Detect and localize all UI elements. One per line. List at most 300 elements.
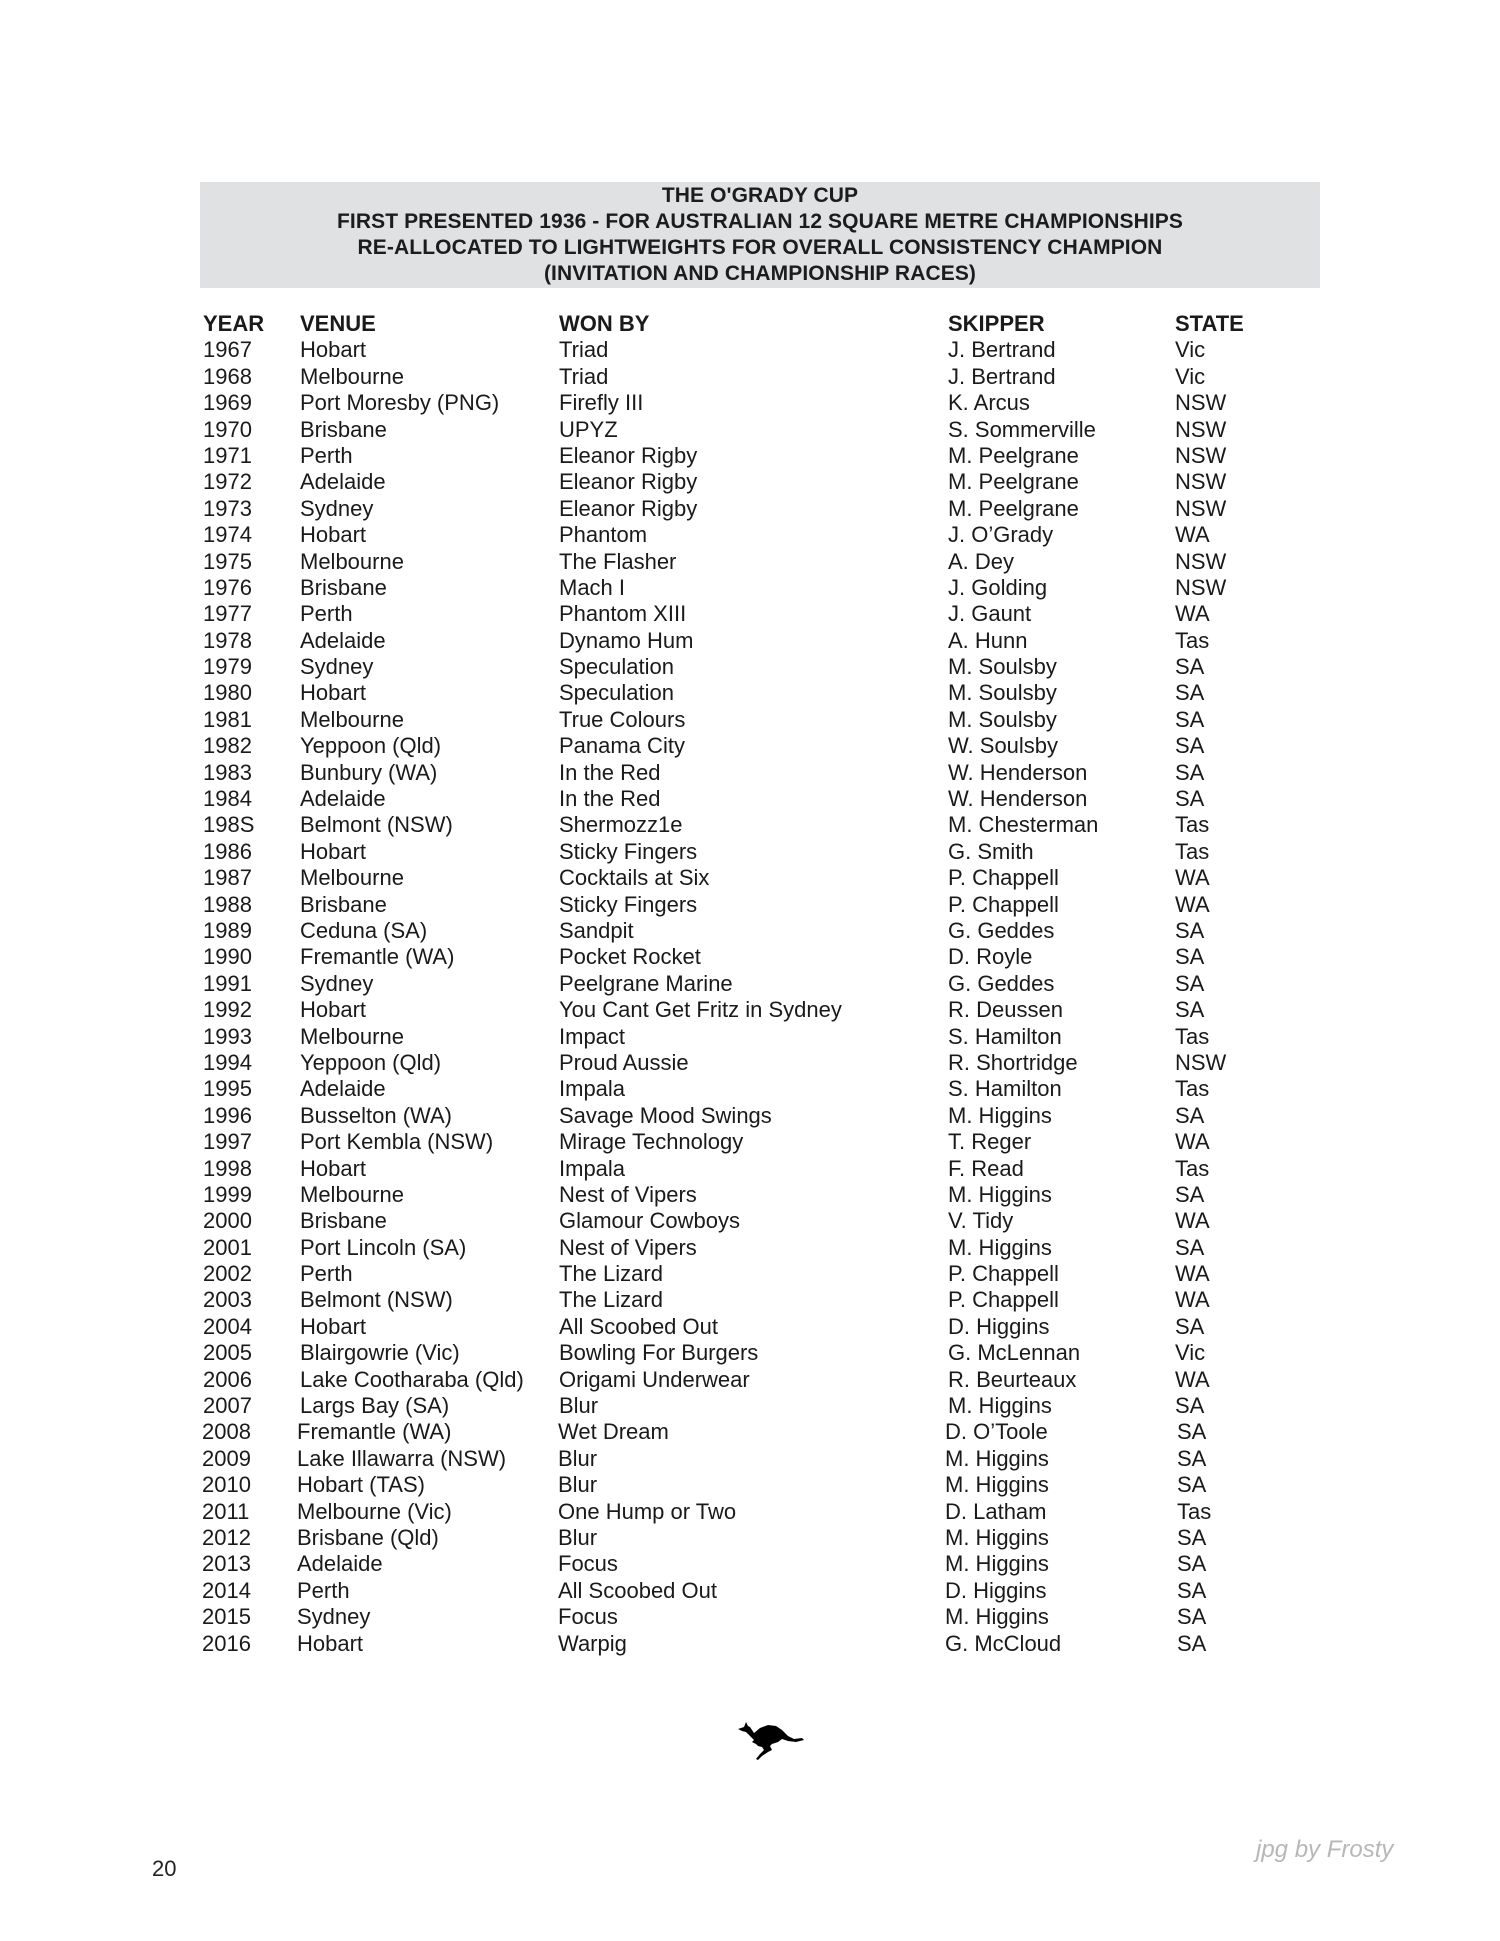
cell-year: 1998 [203,1155,252,1181]
cell-year: 2015 [202,1604,251,1630]
cell-skipper: W. Henderson [948,759,1088,785]
cell-skipper: P. Chappell [948,891,1059,917]
cell-venue: Ceduna (SA) [300,917,428,943]
cell-year: 1993 [203,1023,252,1049]
cell-skipper: J. Bertrand [948,337,1056,363]
cell-state: SA [1175,759,1205,785]
table-row [0,1367,1500,1393]
cell-state: SA [1177,1445,1207,1471]
title-subtitle-3: (INVITATION AND CHAMPIONSHIP RACES) [543,262,977,285]
cell-skipper: G. McCloud [945,1630,1062,1656]
cell-state: SA [1175,1181,1205,1207]
cell-state: NSW [1175,574,1227,600]
cell-skipper: M. Higgins [948,1234,1052,1260]
cell-skipper: J. Bertrand [948,363,1056,389]
cell-won-by: Nest of Vipers [559,1234,697,1260]
cell-venue: Perth [300,601,353,627]
table-row [0,1499,1500,1525]
table-row [0,760,1500,786]
cell-state: WA [1175,601,1210,627]
cell-won-by: All Scoobed Out [558,1577,717,1603]
cell-skipper: S. Hamilton [948,1023,1062,1049]
cell-venue: Busselton (WA) [300,1102,453,1128]
cell-state: SA [1175,1102,1205,1128]
cell-venue: Hobart [300,997,367,1023]
cell-state: WA [1175,1366,1210,1392]
cell-state: Vic [1175,337,1206,363]
cell-year: 1977 [203,601,252,627]
table-row [0,522,1500,548]
cell-won-by: Warpig [558,1630,627,1656]
cell-skipper: A. Dey [948,548,1015,574]
cell-venue: Melbourne [300,363,404,389]
cell-venue: Melbourne [300,1023,404,1049]
cell-venue: Perth [300,442,353,468]
table-row [0,337,1500,363]
header-state: STATE [1175,311,1244,336]
title-banner [200,182,1320,288]
cell-state: NSW [1175,1049,1227,1075]
cell-state: SA [1175,680,1205,706]
cell-year: 1995 [203,1076,252,1102]
cell-won-by: Eleanor Rigby [559,495,698,521]
cell-won-by: Panama City [559,733,685,759]
cell-year: 1994 [203,1049,252,1075]
cell-skipper: M. Higgins [945,1524,1049,1550]
table-row [0,1024,1500,1050]
cell-venue: Melbourne [300,706,404,732]
cell-year: 1968 [203,363,252,389]
cell-state: SA [1177,1630,1207,1656]
cell-state: Tas [1175,1023,1210,1049]
cell-state: Tas [1175,812,1210,838]
cell-venue: Lake Illawarra (NSW) [297,1445,507,1471]
cell-venue: Brisbane [300,574,387,600]
cell-skipper: D. Higgins [948,1313,1050,1339]
table-row [0,469,1500,495]
cell-state: SA [1177,1577,1207,1603]
cell-venue: Hobart [300,522,367,548]
table-row [0,997,1500,1023]
table-row [0,1604,1500,1630]
table-row [0,628,1500,654]
cell-won-by: The Lizard [559,1287,663,1313]
cell-won-by: Mirage Technology [559,1129,744,1155]
cell-won-by: The Lizard [559,1261,663,1287]
cell-venue: Sydney [300,495,374,521]
header-won-by: WON BY [559,311,650,336]
table-row [0,1208,1500,1234]
cell-won-by: Dynamo Hum [559,627,694,653]
cell-won-by: Focus [558,1551,618,1577]
cell-year: 1983 [203,759,252,785]
cell-won-by: In the Red [559,759,661,785]
cell-state: SA [1175,733,1205,759]
table-row [0,1287,1500,1313]
cell-venue: Lake Cootharaba (Qld) [300,1366,524,1392]
cell-state: Tas [1175,627,1210,653]
cell-skipper: J. O’Grady [948,522,1054,548]
table-row [0,601,1500,627]
cell-skipper: A. Hunn [948,627,1028,653]
cell-won-by: Nest of Vipers [559,1181,697,1207]
kangaroo-icon [736,1720,806,1764]
cell-year: 2012 [202,1524,251,1550]
table-row [0,1076,1500,1102]
cell-year: 2010 [202,1472,251,1498]
cell-won-by: Sandpit [559,917,634,943]
cell-venue: Port Lincoln (SA) [300,1234,467,1260]
cell-won-by: Sticky Fingers [559,838,698,864]
cell-won-by: Blur [558,1524,598,1550]
cell-venue: Adelaide [300,469,386,495]
cell-won-by: Blur [558,1445,598,1471]
table-row [0,654,1500,680]
cell-skipper: D. Higgins [945,1577,1047,1603]
cell-year: 2006 [203,1366,252,1392]
table-row [0,1050,1500,1076]
cell-state: WA [1175,1287,1210,1313]
cell-year: 1969 [203,390,252,416]
cell-won-by: Phantom XIII [559,601,687,627]
cell-skipper: M. Soulsby [948,706,1057,732]
cell-year: 2000 [203,1208,252,1234]
cell-venue: Hobart [297,1630,364,1656]
cell-year: 1992 [203,997,252,1023]
cell-state: Tas [1175,1076,1210,1102]
cell-state: NSW [1175,469,1227,495]
cell-state: SA [1175,654,1205,680]
header-year: YEAR [203,311,265,336]
cell-skipper: M. Higgins [948,1393,1052,1419]
cell-venue: Belmont (NSW) [300,812,453,838]
table-row [0,707,1500,733]
cell-won-by: Peelgrane Marine [559,970,733,996]
table-row [0,1235,1500,1261]
cell-skipper: P. Chappell [948,1261,1059,1287]
cell-year: 1986 [203,838,252,864]
cell-venue: Adelaide [300,1076,386,1102]
cell-venue: Hobart [300,1313,367,1339]
cell-skipper: D. Latham [945,1498,1047,1524]
table-header-row [0,311,1500,337]
cell-venue: Brisbane (Qld) [297,1524,439,1550]
cell-year: 2008 [202,1419,251,1445]
cell-year: 2005 [203,1340,252,1366]
cell-skipper: M. Peelgrane [948,469,1079,495]
cell-won-by: Speculation [559,654,674,680]
cell-won-by: Impala [559,1155,626,1181]
cell-state: NSW [1175,442,1227,468]
table-row [0,1419,1500,1445]
cell-state: WA [1175,1208,1210,1234]
cell-venue: Sydney [300,654,374,680]
cell-skipper: D. O’Toole [945,1419,1048,1445]
cell-won-by: Blur [558,1472,598,1498]
table-row [0,364,1500,390]
watermark: jpg by Frosty [1256,1836,1394,1863]
table-row [0,1472,1500,1498]
cell-skipper: J. Gaunt [948,601,1032,627]
cell-skipper: M. Peelgrane [948,495,1079,521]
cell-won-by: Eleanor Rigby [559,469,698,495]
cell-state: Tas [1177,1498,1212,1524]
cell-venue: Brisbane [300,1208,387,1234]
table-row [0,1314,1500,1340]
cell-year: 1975 [203,548,252,574]
cell-skipper: S. Hamilton [948,1076,1062,1102]
cell-skipper: R. Deussen [948,997,1063,1023]
cell-year: 1987 [203,865,252,891]
cell-state: Vic [1175,363,1206,389]
cell-won-by: Savage Mood Swings [559,1102,772,1128]
cell-skipper: W. Soulsby [948,733,1059,759]
table-row [0,1103,1500,1129]
cell-skipper: G. Smith [948,838,1034,864]
cell-year: 1980 [203,680,252,706]
cell-venue: Hobart (TAS) [297,1472,425,1498]
cell-skipper: M. Soulsby [948,654,1057,680]
title-subtitle-1: FIRST PRESENTED 1936 - FOR AUSTRALIAN 12 SQUARE METRE CHAMPIONSHIPS [336,210,1184,233]
cell-won-by: One Hump or Two [558,1498,737,1524]
table-row [0,733,1500,759]
cell-skipper: J. Golding [948,574,1048,600]
cell-won-by: Impala [559,1076,626,1102]
cell-won-by: True Colours [559,706,686,732]
cell-won-by: Bowling For Burgers [559,1340,759,1366]
cell-year: 2013 [202,1551,251,1577]
cell-venue: Brisbane [300,416,387,442]
cell-venue: Hobart [300,838,367,864]
cell-venue: Yeppoon (Qld) [300,733,442,759]
cell-state: SA [1175,1313,1205,1339]
cell-won-by: Firefly III [559,390,644,416]
cell-venue: Perth [297,1577,350,1603]
cell-venue: Hobart [300,1155,367,1181]
cell-skipper: T. Reger [948,1129,1032,1155]
cell-skipper: D. Royle [948,944,1033,970]
table-row [0,1129,1500,1155]
cell-won-by: The Flasher [559,548,677,574]
cell-venue: Adelaide [300,786,386,812]
cell-year: 1970 [203,416,252,442]
cell-skipper: M. Higgins [945,1604,1049,1630]
table-row [0,786,1500,812]
results-table [0,311,1500,1657]
cell-won-by: All Scoobed Out [559,1313,718,1339]
cell-won-by: Speculation [559,680,674,706]
cell-skipper: M. Higgins [945,1551,1049,1577]
cell-state: SA [1177,1524,1207,1550]
cell-skipper: F. Read [948,1155,1024,1181]
cell-venue: Brisbane [300,891,387,917]
table-row [0,944,1500,970]
cell-venue: Largs Bay (SA) [300,1393,450,1419]
cell-skipper: S. Sommerville [948,416,1096,442]
table-row [0,417,1500,443]
cell-won-by: Proud Aussie [559,1049,689,1075]
cell-year: 1988 [203,891,252,917]
cell-skipper: M. Soulsby [948,680,1057,706]
cell-skipper: P. Chappell [948,1287,1059,1313]
cell-won-by: Impact [559,1023,626,1049]
cell-state: SA [1175,706,1205,732]
cell-year: 1991 [203,970,252,996]
cell-won-by: Glamour Cowboys [559,1208,740,1234]
cell-state: SA [1175,1393,1205,1419]
cell-won-by: Origami Underwear [559,1366,750,1392]
cell-year: 1997 [203,1129,252,1155]
cell-year: 2001 [203,1234,252,1260]
cell-venue: Hobart [300,680,367,706]
cell-year: 1981 [203,706,252,732]
cell-won-by: Phantom [559,522,648,548]
cell-state: SA [1177,1472,1207,1498]
cell-year: 1971 [203,442,252,468]
cell-won-by: Pocket Rocket [559,944,701,970]
cell-skipper: M. Higgins [945,1445,1049,1471]
table-row [0,1261,1500,1287]
table-row [0,839,1500,865]
title-subtitle-2: RE-ALLOCATED TO LIGHTWEIGHTS FOR OVERALL CONSISTENCY CHAMPION [357,236,1163,259]
table-row [0,1182,1500,1208]
cell-state: WA [1175,1261,1210,1287]
cell-skipper: R. Beurteaux [948,1366,1077,1392]
table-row [0,971,1500,997]
cell-won-by: Wet Dream [558,1419,669,1445]
cell-venue: Perth [300,1261,353,1287]
cell-skipper: M. Peelgrane [948,442,1079,468]
cell-state: SA [1175,970,1205,996]
cell-won-by: Cocktails at Six [559,865,710,891]
table-row [0,1340,1500,1366]
cell-won-by: Focus [558,1604,618,1630]
cell-won-by: Mach I [559,574,626,600]
table-row [0,496,1500,522]
cell-state: SA [1175,997,1205,1023]
cell-year: 2007 [203,1393,252,1419]
cell-state: SA [1175,944,1205,970]
table-row [0,1578,1500,1604]
cell-skipper: K. Arcus [948,390,1030,416]
cell-year: 1978 [203,627,252,653]
cell-state: SA [1175,1234,1205,1260]
table-row [0,390,1500,416]
table-row [0,1631,1500,1657]
cell-state: WA [1175,891,1210,917]
cell-year: 1990 [203,944,252,970]
cell-venue: Sydney [300,970,374,996]
cell-state: WA [1175,522,1210,548]
cell-year: 2003 [203,1287,252,1313]
page-number: 20 [152,1856,177,1881]
cell-venue: Melbourne (Vic) [297,1498,452,1524]
cell-year: 2002 [203,1261,252,1287]
cell-state: SA [1177,1604,1207,1630]
header-venue: VENUE [300,311,376,336]
cell-won-by: Triad [559,363,609,389]
table-row [0,575,1500,601]
cell-skipper: M. Higgins [945,1472,1049,1498]
cell-year: 1999 [203,1181,252,1207]
cell-venue: Melbourne [300,865,404,891]
cell-state: NSW [1175,390,1227,416]
table-row [0,865,1500,891]
table-row [0,1446,1500,1472]
table-row [0,1551,1500,1577]
cell-venue: Belmont (NSW) [300,1287,453,1313]
cell-won-by: You Cant Get Fritz in Sydney [559,997,842,1023]
cell-skipper: R. Shortridge [948,1049,1078,1075]
cell-year: 2011 [202,1498,250,1524]
cell-year: 1976 [203,574,252,600]
cell-won-by: Blur [559,1393,599,1419]
table-row [0,918,1500,944]
cell-venue: Sydney [297,1604,371,1630]
cell-venue: Port Moresby (PNG) [300,390,500,416]
table-row [0,1156,1500,1182]
cell-state: WA [1175,1129,1210,1155]
cell-venue: Bunbury (WA) [300,759,438,785]
cell-skipper: G. Geddes [948,970,1055,996]
cell-year: 1974 [203,522,252,548]
cell-state: SA [1177,1419,1207,1445]
cell-skipper: M. Higgins [948,1102,1052,1128]
cell-year: 1982 [203,733,252,759]
table-body [0,337,1500,1657]
table-row [0,1393,1500,1419]
table-row [0,1525,1500,1551]
cell-year: 1972 [203,469,252,495]
cell-won-by: In the Red [559,786,661,812]
cell-year: 2014 [202,1577,251,1603]
table-row [0,549,1500,575]
cell-year: 2009 [202,1445,251,1471]
cell-skipper: V. Tidy [948,1208,1014,1234]
cell-state: Vic [1175,1340,1206,1366]
cell-venue: Port Kembla (NSW) [300,1129,494,1155]
cell-state: Tas [1175,838,1210,864]
cell-skipper: G. McLennan [948,1340,1081,1366]
cell-skipper: M. Higgins [948,1181,1052,1207]
cell-won-by: Triad [559,337,609,363]
cell-state: SA [1177,1551,1207,1577]
header-skipper: SKIPPER [948,311,1045,336]
cell-won-by: Eleanor Rigby [559,442,698,468]
cell-year: 1996 [203,1102,252,1128]
cell-state: Tas [1175,1155,1210,1181]
cell-year: 2016 [202,1630,251,1656]
cell-state: SA [1175,917,1205,943]
cell-skipper: W. Henderson [948,786,1088,812]
cell-skipper: G. Geddes [948,917,1055,943]
cell-state: WA [1175,865,1210,891]
table-row [0,443,1500,469]
cell-year: 1979 [203,654,252,680]
cell-year: 198S [203,812,255,838]
cell-year: 1989 [203,917,252,943]
cell-year: 2004 [203,1313,252,1339]
cell-venue: Adelaide [300,627,386,653]
cell-venue: Melbourne [300,1181,404,1207]
cell-venue: Fremantle (WA) [297,1419,452,1445]
cell-state: NSW [1175,548,1227,574]
cell-won-by: Sticky Fingers [559,891,698,917]
title-main: THE O'GRADY CUP [661,184,859,207]
cell-year: 1984 [203,786,252,812]
cell-state: SA [1175,786,1205,812]
table-row [0,812,1500,838]
